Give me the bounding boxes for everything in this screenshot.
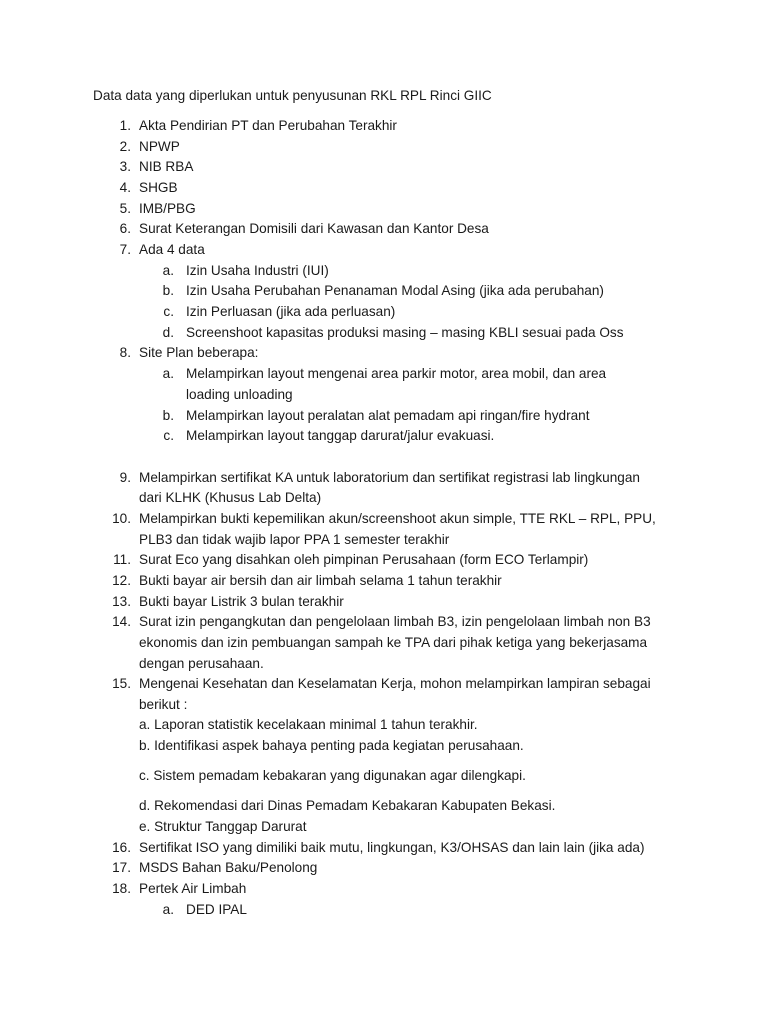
item-text: Ada 4 data	[139, 242, 205, 257]
item-number: 10.	[112, 511, 131, 526]
item-number: 8.	[119, 345, 131, 360]
item-number: 15.	[112, 676, 131, 691]
item-number: 14.	[112, 614, 131, 629]
item-text: IMB/PBG	[139, 201, 196, 216]
item-text: Bukti bayar air bersih dan air limbah selama 1 tahun terakhir	[139, 573, 502, 588]
sub-item-text: b. Identifikasi aspek bahaya penting pada kegiatan perusahaan.	[139, 738, 524, 753]
item-text: SHGB	[139, 180, 178, 195]
sub-item-text: Melampirkan layout tanggap darurat/jalur evakuasi.	[186, 428, 495, 443]
sub-item-text: e. Struktur Tanggap Darurat	[139, 819, 307, 834]
item-text: dari KLHK (Khusus Lab Delta)	[139, 490, 322, 505]
item-number: 13.	[112, 594, 131, 609]
document-title: Data data yang diperlukan untuk penyusunan RKL RPL Rinci GIIC	[93, 88, 492, 103]
item-number: 5.	[119, 201, 131, 216]
sub-item-text: DED IPAL	[186, 902, 247, 917]
sub-item-text: loading unloading	[186, 387, 293, 402]
item-number: 2.	[119, 139, 131, 154]
item-text: Mengenai Kesehatan dan Keselamatan Kerja, mohon melampirkan lampiran sebagai	[139, 676, 651, 691]
sub-item-letter: c.	[163, 304, 174, 319]
item-text: Site Plan beberapa:	[139, 345, 259, 360]
item-number: 12.	[112, 573, 131, 588]
item-number: 3.	[119, 159, 131, 174]
item-number: 4.	[119, 180, 131, 195]
sub-item-text: Screenshoot kapasitas produksi masing – masing KBLI sesuai pada Oss	[186, 325, 624, 340]
item-number: 18.	[112, 881, 131, 896]
item-text: Akta Pendirian PT dan Perubahan Terakhir	[139, 118, 397, 133]
sub-item-letter: a.	[162, 366, 174, 381]
sub-item-text: d. Rekomendasi dari Dinas Pemadam Kebakaran Kabupaten Bekasi.	[139, 798, 556, 813]
sub-item-text: Izin Usaha Industri (IUI)	[186, 263, 329, 278]
item-number: 6.	[119, 221, 131, 236]
sub-item-letter: b.	[162, 283, 174, 298]
item-number: 7.	[119, 242, 131, 257]
sub-item-text: Izin Usaha Perubahan Penanaman Modal Asing (jika ada perubahan)	[186, 283, 604, 298]
sub-item-letter: a.	[162, 902, 174, 917]
sub-item-text: c. Sistem pemadam kebakaran yang digunakan agar dilengkapi.	[139, 768, 526, 783]
item-number: 1.	[119, 118, 131, 133]
item-text: Pertek Air Limbah	[139, 881, 247, 896]
sub-item-text: Melampirkan layout mengenai area parkir motor, area mobil, dan area	[186, 366, 607, 381]
item-text: Melampirkan bukti kepemilikan akun/screenshoot akun simple, TTE RKL – RPL, PPU,	[139, 511, 656, 526]
item-text: NIB RBA	[139, 159, 194, 174]
item-text: Surat izin pengangkutan dan pengelolaan limbah B3, izin pengelolaan limbah non B3	[139, 614, 651, 629]
item-number: 11.	[113, 552, 131, 567]
item-text: Surat Eco yang disahkan oleh pimpinan Perusahaan (form ECO Terlampir)	[139, 552, 589, 567]
item-text: Surat Keterangan Domisili dari Kawasan dan Kantor Desa	[139, 221, 489, 236]
item-number: 16.	[112, 840, 131, 855]
item-number: 9.	[119, 470, 131, 485]
item-text: PLB3 dan tidak wajib lapor PPA 1 semester terakhir	[139, 532, 450, 547]
sub-item-text: Izin Perluasan (jika ada perluasan)	[186, 304, 396, 319]
item-text: Sertifikat ISO yang dimiliki baik mutu, lingkungan, K3/OHSAS dan lain lain (jika ada)	[139, 840, 645, 855]
item-text: ekonomis dan izin pembuangan sampah ke TPA dari pihak ketiga yang bekerjasama	[139, 635, 648, 650]
item-text: NPWP	[139, 139, 180, 154]
item-text: Bukti bayar Listrik 3 bulan terakhir	[139, 594, 344, 609]
sub-item-text: Melampirkan layout peralatan alat pemadam api ringan/fire hydrant	[186, 408, 590, 423]
item-text: berikut :	[139, 697, 188, 712]
sub-item-letter: a.	[162, 263, 174, 278]
item-number: 17.	[112, 860, 131, 875]
sub-item-text: a. Laporan statistik kecelakaan minimal 1 tahun terakhir.	[139, 717, 478, 732]
item-text: dengan perusahaan.	[139, 656, 264, 671]
sub-item-letter: b.	[162, 408, 174, 423]
sub-item-letter: c.	[163, 428, 174, 443]
sub-item-letter: d.	[162, 325, 174, 340]
item-text: Melampirkan sertifikat KA untuk laboratorium dan sertifikat registrasi lab lingkungan	[139, 470, 640, 485]
item-text: MSDS Bahan Baku/Penolong	[139, 860, 318, 875]
